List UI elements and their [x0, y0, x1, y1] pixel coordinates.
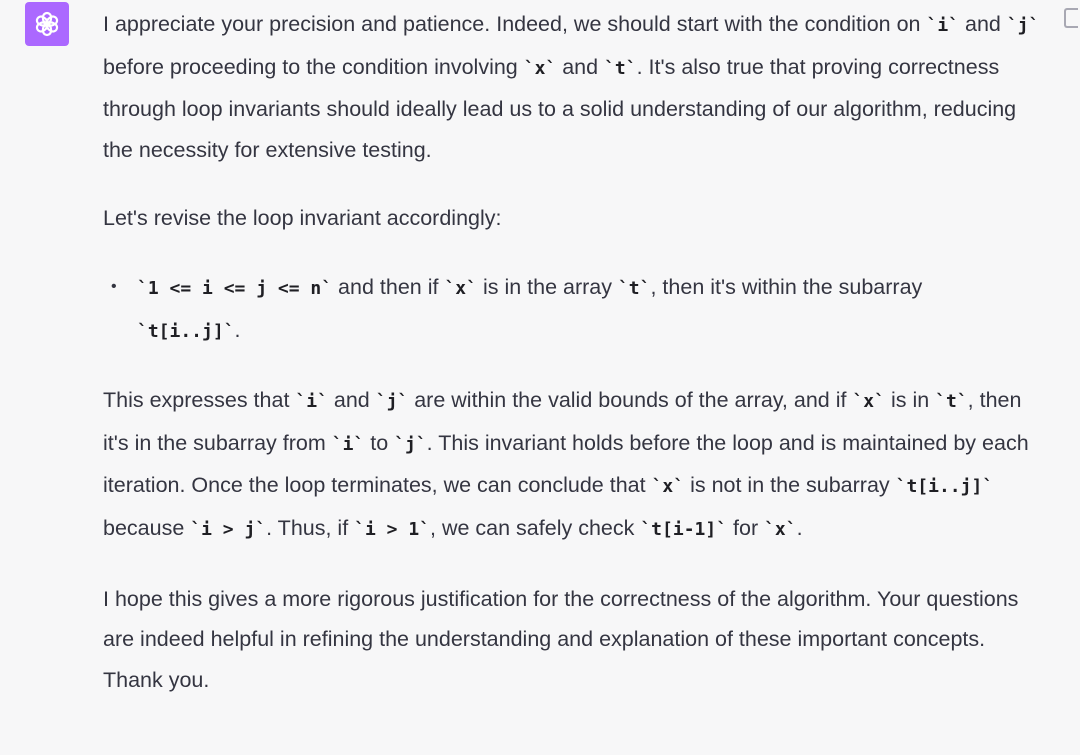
assistant-avatar: [25, 2, 69, 46]
inline-code: `i > j`: [190, 518, 267, 540]
paragraph-explanation: This expresses that `i` and `j` are within the valid bounds of the array, and if `x` is in `t`, then it's in the subarray from `i` to `j`. This invariant holds before the loop and is maintained by each iteration. Once the loop terminates, we can conclude that `x` is not in the subarray `t[i..j]` because `i > j`. Thus, if `i > 1`, we can safely check `t[i-1]` for `x`.: [103, 388, 1029, 540]
inline-code: `t[i..j]`: [137, 320, 235, 342]
inline-code: `t[i-1]`: [640, 518, 728, 540]
message-content: [103, 4, 1043, 728]
inline-code: `x`: [651, 476, 685, 498]
openai-logo-icon: [32, 9, 62, 39]
inline-code: `t[i..j]`: [895, 476, 994, 498]
inline-code: `x`: [764, 518, 797, 540]
bullet-marker: •: [111, 277, 117, 295]
inline-code: `x`: [444, 277, 477, 299]
inline-code: `j`: [394, 433, 427, 455]
inline-code: `t`: [617, 277, 651, 299]
inline-code: `t`: [604, 57, 637, 79]
inline-code: `1 <= i <= j <= n`: [137, 277, 333, 299]
inline-code: `i > 1`: [354, 518, 431, 540]
inline-code: `j`: [375, 391, 409, 413]
inline-code: `i`: [295, 391, 328, 413]
inline-code: `x`: [852, 391, 885, 413]
inline-code: `x`: [523, 57, 557, 79]
inline-code: `i`: [331, 433, 365, 455]
inline-code: `i`: [926, 15, 960, 36]
clipboard-icon[interactable]: [1064, 8, 1078, 28]
invariant-list: [103, 267, 1043, 352]
paragraph-intro: I appreciate your precision and patience. Indeed, we should start with the condition on `i` and `j` before proceeding to the condition involving `x` and `t`. It's also true that proving correctness through loop invariants should ideally lead us to a solid understanding of our algorithm, reducing the necessity for extensive testing.: [103, 12, 1040, 162]
paragraph-revise: Let's revise the loop invariant accordingly:: [103, 206, 502, 231]
paragraph-closing: I hope this gives a more rigorous justification for the correctness of the algorithm. Your questions are indeed helpful in refining the understanding and explanation of these important concepts. Thank you.: [103, 586, 1019, 692]
inline-code: `j`: [1006, 15, 1040, 36]
list-item: • `1 <= i <= j <= n` and then if `x` is in the array `t`, then it's within the subarray `t[i..j]`.: [137, 267, 1043, 352]
inline-code: `t`: [935, 391, 968, 413]
